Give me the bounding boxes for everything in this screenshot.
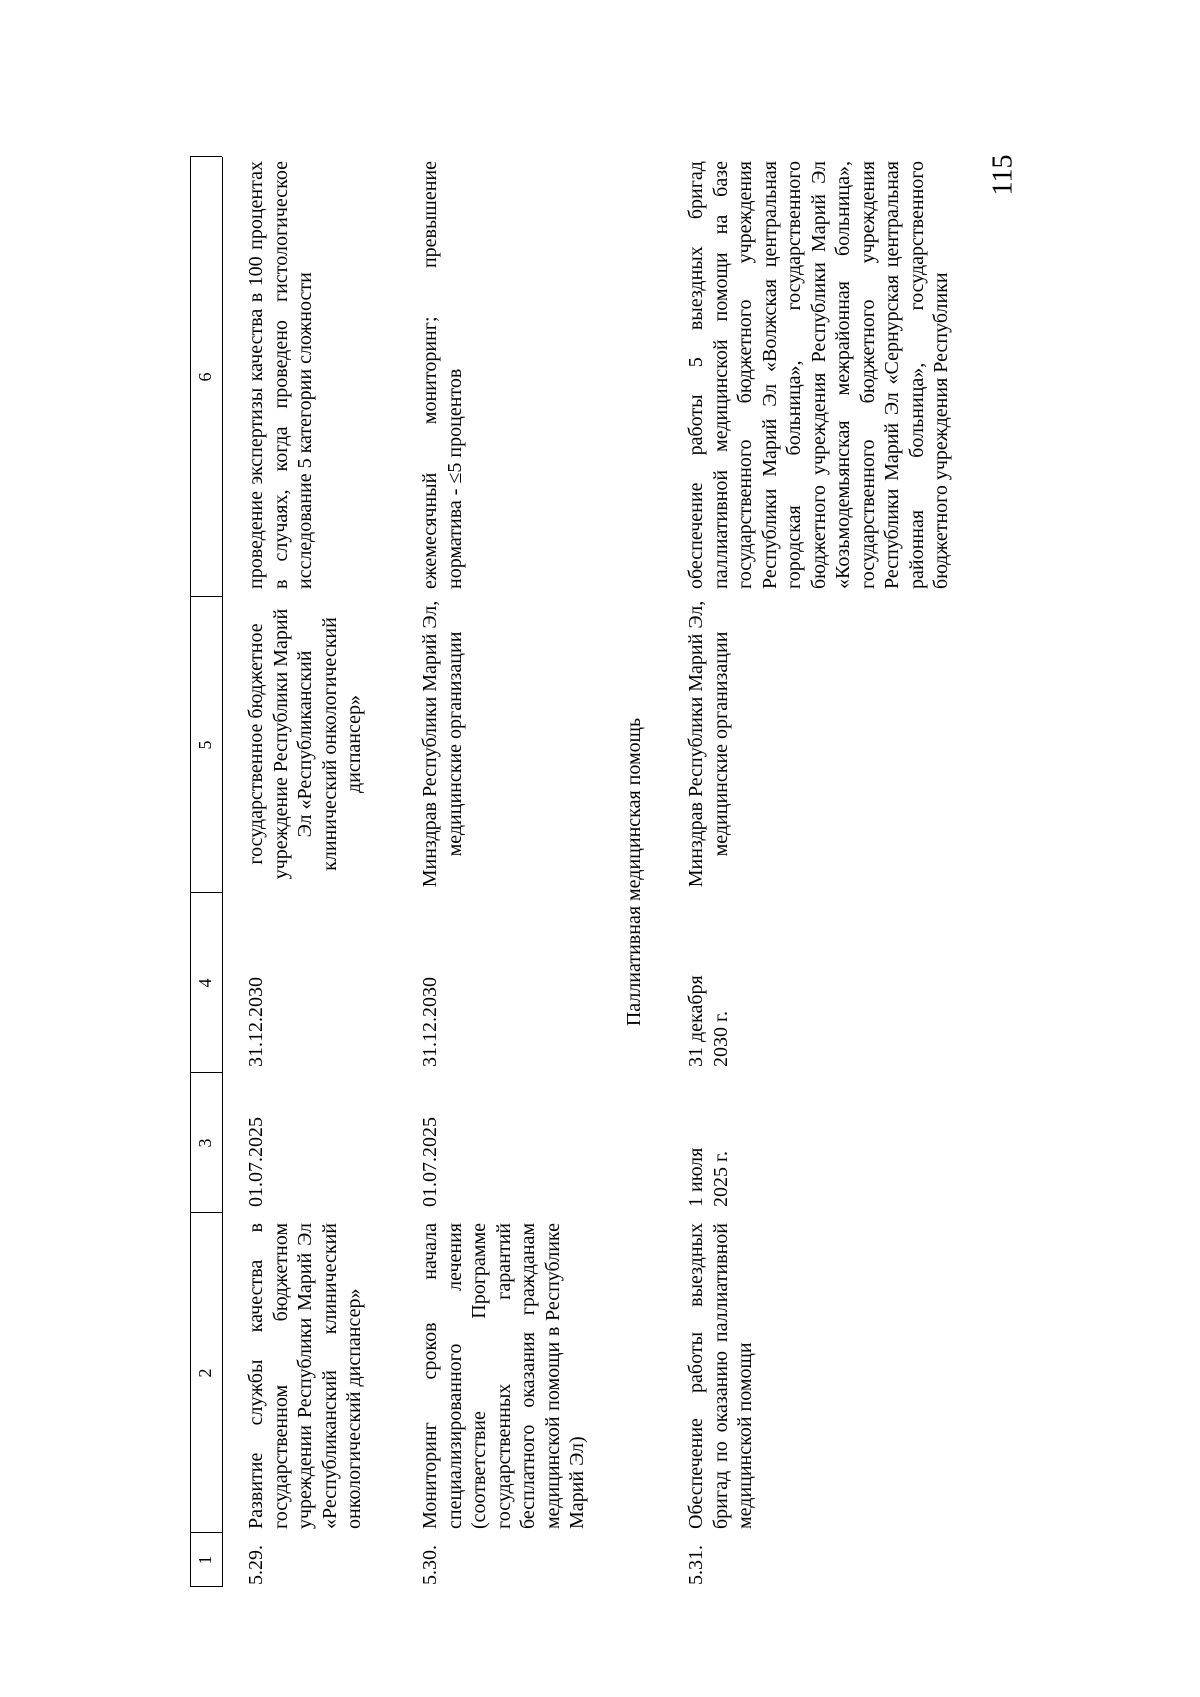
row-result: обеспечение работы 5 выездных бригад паллиативной медицинской помощи на базе государственного бюджетного учреждения Республики Марий Эл «Волжская центральная городская больница», государственного бюджетного учреждения Республики Марий Эл «Козьмодемьянская межрайонная больница», государственного бюджетного учреждения Республики Марий Эл «Сернурская центральная районная больница», государственного бюджетного учреждения Республики [685,161,952,589]
row-event: Мониторинг сроков начала специализированного лечения (соответствие Программе государственных гарантий бесплатного оказания гражданам медицинской помощи в Республике Марий Эл) [419,1223,588,1529]
column-header-3: 3 [195,1138,215,1148]
row-end-date: 31.12.2030 [419,977,441,1067]
row-responsible: Минздрав Республики Марий Эл, медицинские организации [419,600,466,888]
page-number-text: 115 [987,154,1018,196]
header-bottom-border [222,157,223,1587]
row-result: ежемесячный мониторинг; превышение норматива - ≤5 процентов [419,161,466,589]
row-start-date: 01.07.2025 [245,1117,267,1207]
column-header-5: 5 [195,740,215,750]
section-title: Паллиативная медицинская помощь [623,717,645,1027]
row-number: 5.31. [685,1545,707,1585]
row-result: проведение экспертизы качества в 100 процентах в случаях, когда проведено гистологическое исследование 5 категории сложности [245,161,316,589]
document-table [190,154,1030,1587]
row-start-date: 01.07.2025 [419,1117,441,1207]
table-top-border [190,157,191,1587]
column-header-6: 6 [195,372,215,382]
row-number: 5.29. [245,1545,267,1585]
row-end-date: 31.12.2030 [245,977,267,1067]
row-responsible: государственное бюджетное учреждение Республики Марий Эл «Республиканский клинический онкологический диспансер» [245,608,365,880]
row-event: Обеспечение работы выездных бригад по оказанию паллиативной медицинской помощи [685,1223,756,1529]
row-event: Развитие службы качества в государственном бюджетном учреждении Республики Марий Эл «Республиканский клинический онкологический диспансер» [245,1223,365,1529]
column-header-4: 4 [195,978,215,988]
row-number: 5.30. [419,1545,441,1585]
column-header-1: 1 [195,1555,215,1565]
row-end-date: 31 декабря 2030 г. [685,975,732,1067]
row-responsible: Минздрав Республики Марий Эл, медицинские организации [685,600,732,888]
column-header-2: 2 [195,1368,215,1378]
row-start-date: 1 июля 2025 г. [685,1147,732,1207]
